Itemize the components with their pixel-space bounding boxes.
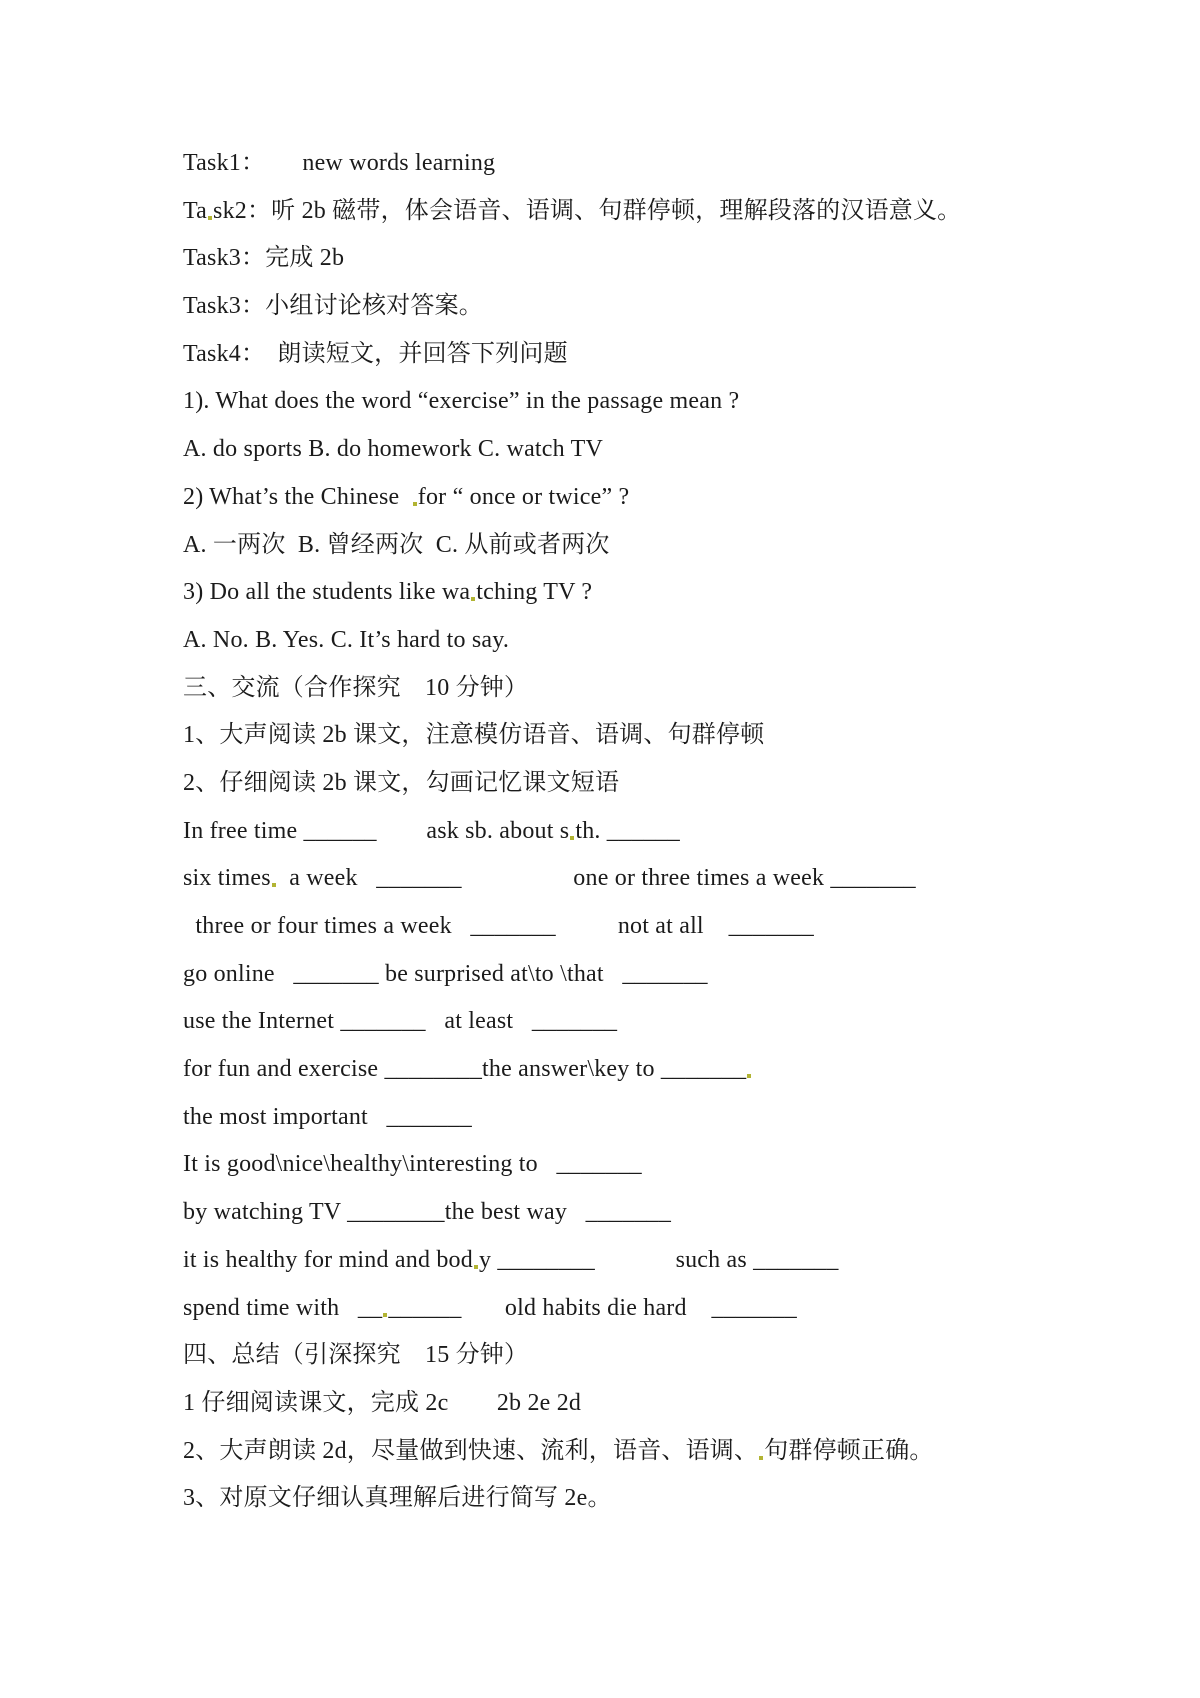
- doc-text: 1 仔细阅读课文，完成 2c 2b 2e 2d: [183, 1389, 582, 1416]
- doc-text: A. do sports B. do homework C. watch TV: [183, 436, 603, 463]
- doc-text: 3、对原文仔细认真理解后进行简写 2e。: [183, 1485, 612, 1512]
- doc-text: a week _______ one or three times a week _______: [276, 865, 916, 892]
- doc-text: 2、仔细阅读 2b 课文，勾画记忆课文短语: [183, 769, 620, 796]
- line-phrase-by-watching: [183, 1189, 1180, 1237]
- doc-text: for “ once or twice” ?: [417, 483, 630, 510]
- doc-text: In free time ______ ask sb. about s: [183, 817, 570, 844]
- doc-text: th. ______: [575, 817, 681, 844]
- line-phrase-go-online: [183, 951, 1180, 999]
- line-question-3-options: [183, 617, 1180, 665]
- doc-text: tching TV ?: [476, 579, 593, 606]
- doc-text: 3) Do all the students like wa: [183, 579, 471, 606]
- line-task2: [183, 188, 1180, 236]
- doc-text: ______ old habits die hard _______: [388, 1294, 797, 1321]
- line-task4: [183, 331, 1180, 379]
- proofing-speck-dot: [759, 1456, 763, 1460]
- doc-text: for fun and exercise ________the answer\key to _______: [183, 1056, 747, 1083]
- doc-text: 句群停顿正确。: [764, 1437, 934, 1464]
- line-section-4-item-3: [183, 1475, 1180, 1523]
- line-task3-complete: [183, 235, 1180, 283]
- line-section-3-item-1: [183, 712, 1180, 760]
- proofing-speck-dot: [474, 1265, 478, 1269]
- doc-text: y ________ such as _______: [478, 1246, 839, 1273]
- line-section-3-item-2: [183, 760, 1180, 808]
- doc-text: it is healthy for mind and bod: [183, 1246, 473, 1273]
- doc-text: sk2：听 2b 磁带，体会语音、语调、句群停顿，理解段落的汉语意义。: [213, 197, 962, 224]
- proofing-speck-dot: [570, 836, 574, 840]
- doc-text: spend time with __: [183, 1294, 383, 1321]
- doc-text: six times: [183, 865, 271, 892]
- doc-text: Ta: [183, 197, 208, 224]
- line-section-4-item-1: [183, 1380, 1180, 1428]
- doc-text: 2) What’s the Chinese: [183, 483, 412, 510]
- line-phrase-six-times: [183, 855, 1180, 903]
- doc-text: Task1： new words learning: [183, 150, 496, 176]
- line-phrase-for-fun: [183, 1046, 1180, 1094]
- line-task3-discuss: [183, 283, 1180, 331]
- line-question-1-options: [183, 426, 1180, 474]
- line-task1: [183, 140, 1180, 188]
- line-phrase-most-important: [183, 1094, 1180, 1142]
- doc-text: It is good\nice\healthy\interesting to _______: [183, 1151, 642, 1178]
- proofing-speck-dot: [413, 502, 417, 506]
- line-section-3-heading: [183, 665, 1180, 713]
- proofing-speck-dot: [383, 1313, 387, 1317]
- proofing-speck-dot: [747, 1074, 751, 1078]
- doc-text: A. No. B. Yes. C. It’s hard to say.: [183, 626, 510, 653]
- document-body: [183, 140, 1180, 1523]
- proofing-speck-dot: [471, 597, 475, 601]
- doc-text: three or four times a week _______ not at all _______: [183, 913, 815, 939]
- doc-text: Task3：完成 2b: [183, 245, 345, 272]
- line-phrase-three-four-times: [183, 903, 1180, 951]
- doc-text: Task3：小组讨论核对答案。: [183, 293, 483, 320]
- proofing-speck-dot: [272, 883, 276, 887]
- line-phrase-healthy-mind-body: [183, 1237, 1180, 1285]
- line-phrase-free-time: [183, 808, 1180, 856]
- doc-text: 三、交流（合作探究 10 分钟）: [183, 674, 529, 701]
- doc-text: 四、总结（引深探究 15 分钟）: [183, 1342, 529, 1369]
- line-question-2-options: [183, 522, 1180, 570]
- doc-text: use the Internet _______ at least _______: [183, 1008, 618, 1035]
- doc-text: Task4： 朗读短文，并回答下列问题: [183, 340, 568, 367]
- line-question-1: [183, 378, 1180, 426]
- doc-text: A. 一两次 B. 曾经两次 C. 从前或者两次: [183, 531, 610, 558]
- doc-text: 2、大声朗读 2d，尽量做到快速、流利，语音、语调、: [183, 1437, 759, 1464]
- doc-text: by watching TV ________the best way _______: [183, 1199, 672, 1226]
- line-section-4-item-2: [183, 1428, 1180, 1476]
- line-question-3: [183, 569, 1180, 617]
- doc-text: the most important _______: [183, 1103, 472, 1130]
- doc-text: go online _______ be surprised at\to \that _______: [183, 960, 708, 987]
- doc-text: 1、大声阅读 2b 课文，注意模仿语音、语调、句群停顿: [183, 722, 765, 749]
- line-question-2: [183, 474, 1180, 522]
- doc-text: 1). What does the word “exercise” in the passage mean ?: [183, 388, 740, 415]
- line-phrase-it-is-good: [183, 1141, 1180, 1189]
- line-section-4-heading: [183, 1332, 1180, 1380]
- proofing-speck-dot: [208, 216, 212, 220]
- line-phrase-use-internet: [183, 998, 1180, 1046]
- line-phrase-spend-time: [183, 1285, 1180, 1333]
